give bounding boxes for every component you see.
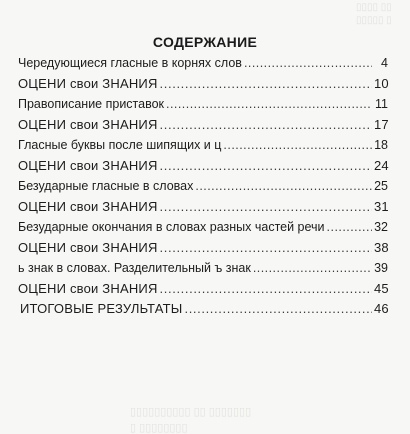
toc-entry-page: 46 [374,301,389,316]
dot-leader [160,197,372,218]
toc-entry-page: 45 [374,280,389,296]
toc-entry-title: Правописание приставок [18,97,165,111]
toc-entry-page: 17 [374,116,389,132]
dot-leader [160,115,372,136]
toc-entry[interactable] [18,217,388,238]
bleed-through-text: ▯▯▯▯▯ ▯ [356,15,392,26]
toc-entry[interactable] [18,299,388,320]
toc-entry[interactable] [18,74,388,95]
toc-entry[interactable] [18,115,388,136]
toc-entry-page: 24 [374,157,389,173]
toc-entry-page: 10 [374,75,389,91]
toc-entry-page: 4 [381,56,388,70]
toc-entry-title: ОЦЕНИ свои ЗНАНИЯ [18,280,158,296]
toc-entry[interactable] [18,176,388,197]
bleed-through-text: ▯▯▯▯ ▯▯ [356,2,392,13]
toc-entry-title: Гласные буквы после шипящих и ц [18,138,222,152]
dot-leader [166,94,372,115]
table-of-contents [18,53,388,320]
toc-entry-title: Безударные окончания в словах разных частей речи [18,220,325,234]
dot-leader [327,217,372,238]
page-title: СОДЕРЖАНИЕ [152,34,258,50]
dot-leader [160,238,372,259]
toc-entry-title: ОЦЕНИ свои ЗНАНИЯ [18,75,158,91]
dot-leader [195,176,372,197]
dot-leader [244,53,372,74]
toc-entry[interactable] [18,279,388,300]
bleed-through-text: ▯▯▯▯▯▯▯▯▯▯ ▯▯ ▯▯▯▯▯▯▯ [130,406,252,418]
toc-entry-page: 38 [374,239,389,255]
toc-entry[interactable] [18,197,388,218]
toc-entry[interactable] [18,53,388,74]
toc-entry-title: ь знак в словах. Разделительный ъ знак [18,261,251,275]
toc-entry-title: ОЦЕНИ свои ЗНАНИЯ [18,198,158,214]
dot-leader [253,258,372,279]
dot-leader [160,74,372,95]
dot-leader [160,279,372,300]
dot-leader [160,156,372,177]
toc-entry[interactable] [18,135,388,156]
toc-entry-title: Чередующиеся гласные в корнях слов [18,56,242,70]
bleed-through-text: ▯ ▯▯▯▯▯▯▯▯ [130,422,188,434]
toc-entry[interactable] [18,238,388,259]
dot-leader [223,135,372,156]
toc-entry[interactable] [18,258,388,279]
dot-leader [184,299,372,320]
toc-entry-title: ИТОГОВЫЕ РЕЗУЛЬТАТЫ [20,301,183,316]
toc-entry-page: 11 [375,97,388,111]
toc-entry-page: 31 [374,198,389,214]
toc-entry-page: 39 [374,261,388,275]
toc-entry-title: Безударные гласные в словах [18,179,194,193]
toc-entry-title: ОЦЕНИ свои ЗНАНИЯ [18,116,158,132]
toc-entry-page: 18 [374,138,388,152]
toc-entry[interactable] [18,94,388,115]
toc-entry-page: 25 [374,179,388,193]
toc-entry-title: ОЦЕНИ свои ЗНАНИЯ [18,239,158,255]
toc-entry-title: ОЦЕНИ свои ЗНАНИЯ [18,157,158,173]
toc-entry-page: 32 [374,220,388,234]
toc-entry[interactable] [18,156,388,177]
